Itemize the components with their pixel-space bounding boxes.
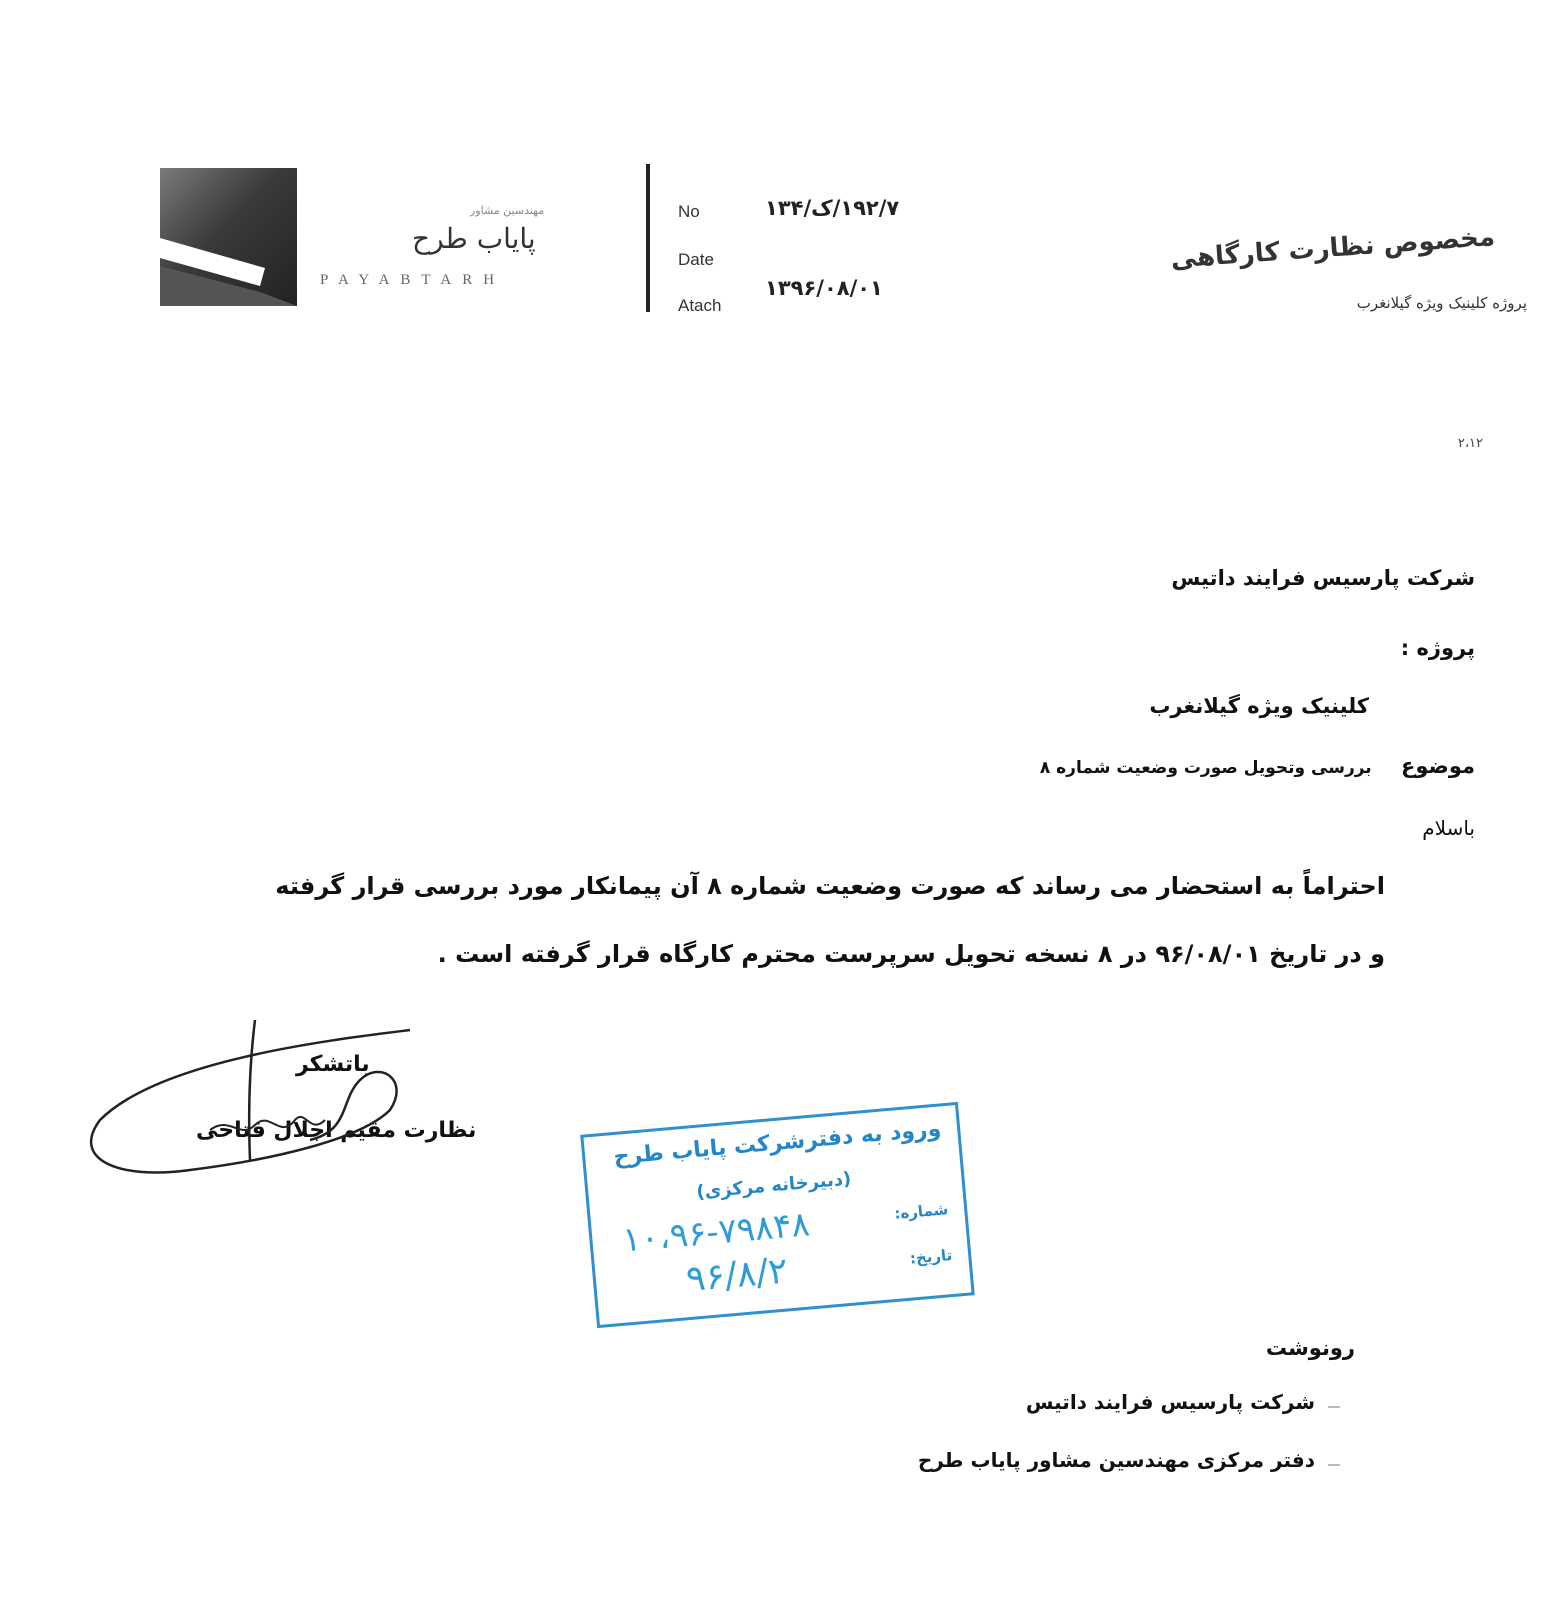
letter-date-label: Date: [678, 250, 714, 269]
header-confidential-title: مخصوص نظارت کارگاهی: [1169, 222, 1497, 275]
body-paragraph-line-1: احتراماً به استحضار می رساند که صورت وضعیت شماره ۸ آن پیمانکار مورد بررسی قرار گرفته: [275, 872, 1385, 900]
cc-item: شرکت پارسیس فرایند داتیس: [1025, 1390, 1315, 1414]
letter-number-label: No: [678, 202, 700, 221]
letter-date-value: ۱۳۹۶/۰۸/۰۱: [765, 276, 883, 300]
incoming-mail-stamp: [580, 1102, 974, 1328]
stamp-subtitle: (دبیرخانه مرکزی): [695, 1168, 853, 1203]
subject-line: [1040, 754, 1475, 778]
cc-bullet-dash: [1328, 1464, 1340, 1466]
logo-name-english: PAYABTARH: [320, 272, 506, 288]
stamp-title: ورود به دفترشرکت پایاب طرح: [612, 1116, 943, 1171]
project-label: پروژه :: [1400, 636, 1475, 660]
company-logo-mark: [160, 168, 297, 306]
stamp-number-label: شماره:: [893, 1200, 949, 1223]
subject-label: موضوع: [1401, 754, 1475, 778]
subject-text: بررسی وتحویل صورت وضعیت شماره ۸: [1039, 758, 1372, 778]
body-paragraph-line-2: و در تاریخ ۹۶/۰۸/۰۱ در ۸ نسخه تحویل سرپرست محترم کارگاه قرار گرفته است .: [437, 940, 1385, 968]
recipient: شرکت پارسیس فرایند داتیس: [1171, 566, 1475, 590]
project-name: کلینیک ویژه گیلانغرب: [1149, 694, 1369, 718]
header-project-line: پروژه کلینیک ویژه گیلانغرب: [1356, 294, 1527, 312]
stamp-date-value: ۹۶/۸/۲: [684, 1250, 790, 1301]
letter-attachment-label: Atach: [678, 296, 722, 315]
handwritten-signature: [80, 1020, 440, 1200]
cc-bullet-dash: [1328, 1406, 1340, 1408]
header-divider: [646, 164, 650, 312]
letter-number-value: ۱۹۲/۷/ک/۱۳۴: [765, 196, 900, 220]
cc-label: رونوشت: [1265, 1336, 1355, 1360]
greeting: باسلام: [1422, 816, 1475, 840]
stamp-number-value: ۱۰،۹۶-۷۹۸۴۸: [620, 1204, 812, 1261]
logo-subtitle: مهندسین مشاور: [470, 204, 545, 217]
header-corner-mark: ۲،۱۲: [1457, 436, 1483, 451]
closing: باتشکر: [296, 1052, 370, 1077]
stamp-date-label: تاریخ:: [909, 1245, 953, 1268]
cc-item: دفتر مرکزی مهندسین مشاور پایاب طرح: [917, 1448, 1315, 1472]
signer-name: نظارت مقیم اجلال فتاحی: [196, 1118, 477, 1143]
logo-name-persian: پایاب طرح: [412, 222, 536, 255]
